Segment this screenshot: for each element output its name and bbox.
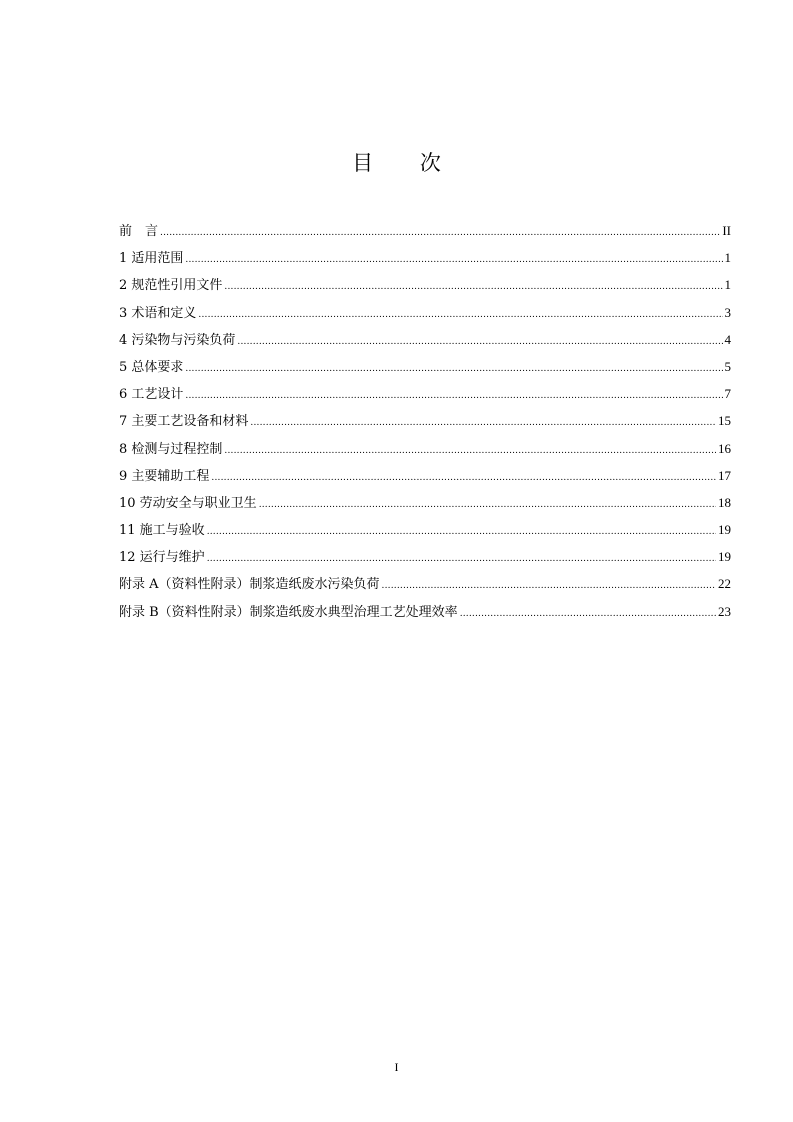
toc-entry-label: 附录 A（资料性附录）制浆造纸废水污染负荷 [119, 577, 380, 593]
toc-entry-page: 17 [718, 467, 731, 483]
toc-entry-page: 3 [724, 304, 731, 320]
toc-entry-scope[interactable] [119, 248, 731, 275]
toc-leader-dots [211, 468, 716, 488]
toc-entry-page: 4 [724, 331, 731, 347]
toc-entry-page: 1 [724, 277, 731, 293]
toc-entry-label: 6 工艺设计 [119, 387, 184, 403]
page-title: 目 次 [352, 151, 461, 175]
toc-leader-dots [259, 495, 716, 515]
toc-entry-page: 7 [724, 386, 731, 402]
toc-entry-auxiliary-works[interactable] [119, 466, 731, 493]
toc-entry-page: 16 [718, 440, 731, 456]
toc-entry-foreword[interactable] [119, 221, 731, 248]
toc-entry-label: 12 运行与维护 [119, 550, 205, 566]
toc-entry-page: 18 [718, 494, 731, 510]
toc-leader-dots [198, 305, 722, 325]
toc-entry-pollutants[interactable] [119, 330, 731, 357]
toc-entry-label: 10 劳动安全与职业卫生 [119, 495, 257, 511]
toc-entry-page: 5 [724, 358, 731, 374]
toc-entry-appendix-b[interactable] [119, 602, 731, 629]
toc-leader-dots [207, 522, 716, 542]
toc-leader-dots [224, 441, 716, 461]
toc-entry-page: 22 [718, 576, 731, 592]
toc-leader-dots [160, 223, 720, 243]
toc-entry-operation-maintenance[interactable] [119, 547, 731, 574]
page-number: I [394, 1060, 399, 1074]
toc-entry-page: 23 [718, 603, 731, 619]
toc-entry-appendix-a[interactable] [119, 574, 731, 601]
toc-leader-dots [185, 359, 722, 379]
toc-entry-label: 附录 B（资料性附录）制浆造纸废水典型治理工艺处理效率 [119, 604, 458, 620]
toc-entry-label: 1 适用范围 [119, 251, 184, 267]
toc-entry-label: 前 言 [119, 224, 159, 239]
toc-entry-page: II [722, 223, 731, 238]
toc-leader-dots [185, 386, 722, 406]
toc-entry-label: 3 术语和定义 [119, 305, 197, 321]
toc-entry-safety-health[interactable] [119, 493, 731, 520]
toc-leader-dots [460, 604, 716, 624]
toc-entry-label: 4 污染物与污染负荷 [119, 332, 236, 348]
toc-entry-label: 5 总体要求 [119, 359, 184, 375]
toc-leader-dots [382, 576, 716, 596]
toc-leader-dots [250, 413, 716, 433]
toc-entry-page: 1 [724, 250, 731, 266]
toc-entry-equipment-materials[interactable] [119, 411, 731, 438]
toc-leader-dots [237, 332, 722, 352]
table-of-contents [119, 221, 731, 629]
toc-leader-dots [224, 277, 722, 297]
toc-entry-label: 2 规范性引用文件 [119, 278, 223, 294]
toc-entry-label: 8 检测与过程控制 [119, 441, 223, 457]
toc-entry-page: 19 [718, 522, 731, 538]
toc-entry-monitoring-control[interactable] [119, 439, 731, 466]
toc-entry-construction-acceptance[interactable] [119, 520, 731, 547]
toc-leader-dots [185, 250, 722, 270]
toc-entry-terms-definitions[interactable] [119, 303, 731, 330]
toc-entry-normative-references[interactable] [119, 275, 731, 302]
toc-entry-label: 9 主要辅助工程 [119, 468, 210, 484]
toc-entry-general-requirements[interactable] [119, 357, 731, 384]
toc-entry-page: 15 [718, 413, 731, 429]
toc-leader-dots [207, 549, 716, 569]
toc-entry-process-design[interactable] [119, 384, 731, 411]
toc-entry-page: 19 [718, 549, 731, 565]
toc-entry-label: 11 施工与验收 [119, 523, 205, 539]
toc-entry-label: 7 主要工艺设备和材料 [119, 414, 249, 430]
